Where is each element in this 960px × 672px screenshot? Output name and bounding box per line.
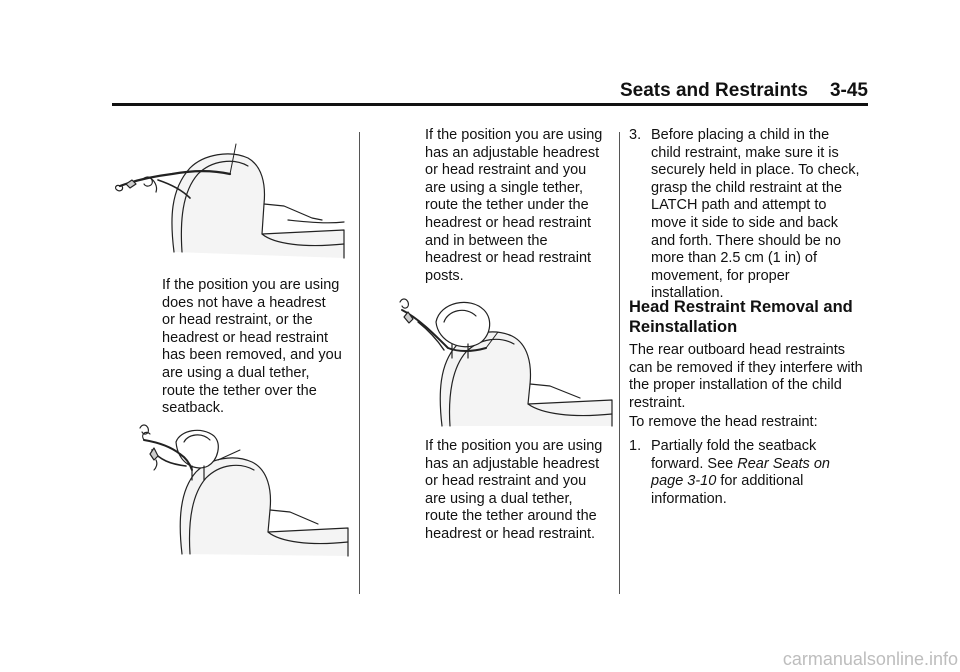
step-1-text-part-a: Partially fold the seatback forward. See	[651, 438, 817, 472]
header-rule	[112, 103, 868, 106]
watermark: carmanualsonline.info	[782, 649, 958, 669]
step-3	[629, 127, 869, 307]
page-number: 3-45	[829, 80, 868, 101]
step-1	[629, 438, 869, 510]
single-tether-under-headrest-illustration	[388, 292, 614, 428]
rear-seats-link[interactable]: Rear Seats on page 3-10	[651, 455, 830, 490]
dual-tether-over-seatback-illustration	[130, 420, 350, 558]
column-divider-1	[359, 132, 360, 594]
page-header	[112, 80, 868, 102]
tether-over-seatback-illustration	[112, 140, 348, 260]
step-1-text-part-b: for additional information.	[651, 473, 804, 507]
step-3-text: Before placing a child in the child restraint, make sure it is securely held in place. To check, grasp the child restraint at the LATCH path and attempt to move it side to side and back and forth. There should be no more than 2.5 cm (1 in) of movement, for proper installation.	[651, 127, 860, 302]
paragraph-dual-tether-around: If the position you are using has an adjustable headrest or head restraint and you are using a dual tether, route the tether around the headrest or head restraint.	[425, 438, 603, 542]
step-3-number: 3.	[629, 127, 642, 143]
paragraph-to-remove: To remove the head restraint:	[629, 414, 818, 430]
paragraph-no-headrest: If the position you are using does not have a headrest or head restraint, or the headrest or head restraint has been removed, and you are using a dual tether, route the tether over the seatback.	[162, 277, 342, 417]
paragraph-head-restraint-removal: The rear outboard head restraints can be removed if they interfere with the proper installation of the child restraint.	[629, 342, 863, 411]
section-title: Seats and Restraints	[620, 80, 808, 101]
step-1-number: 1.	[629, 438, 642, 454]
step-1-text	[651, 438, 830, 508]
column-divider-2	[619, 132, 620, 594]
section-heading-head-restraint-removal: Head Restraint Removal and Reinstallation	[629, 298, 853, 336]
paragraph-single-tether: If the position you are using has an adjustable headrest or head restraint and you are using a single tether, route the tether under the headrest or head restraint and in between the headrest or head restraint posts.	[425, 127, 603, 284]
